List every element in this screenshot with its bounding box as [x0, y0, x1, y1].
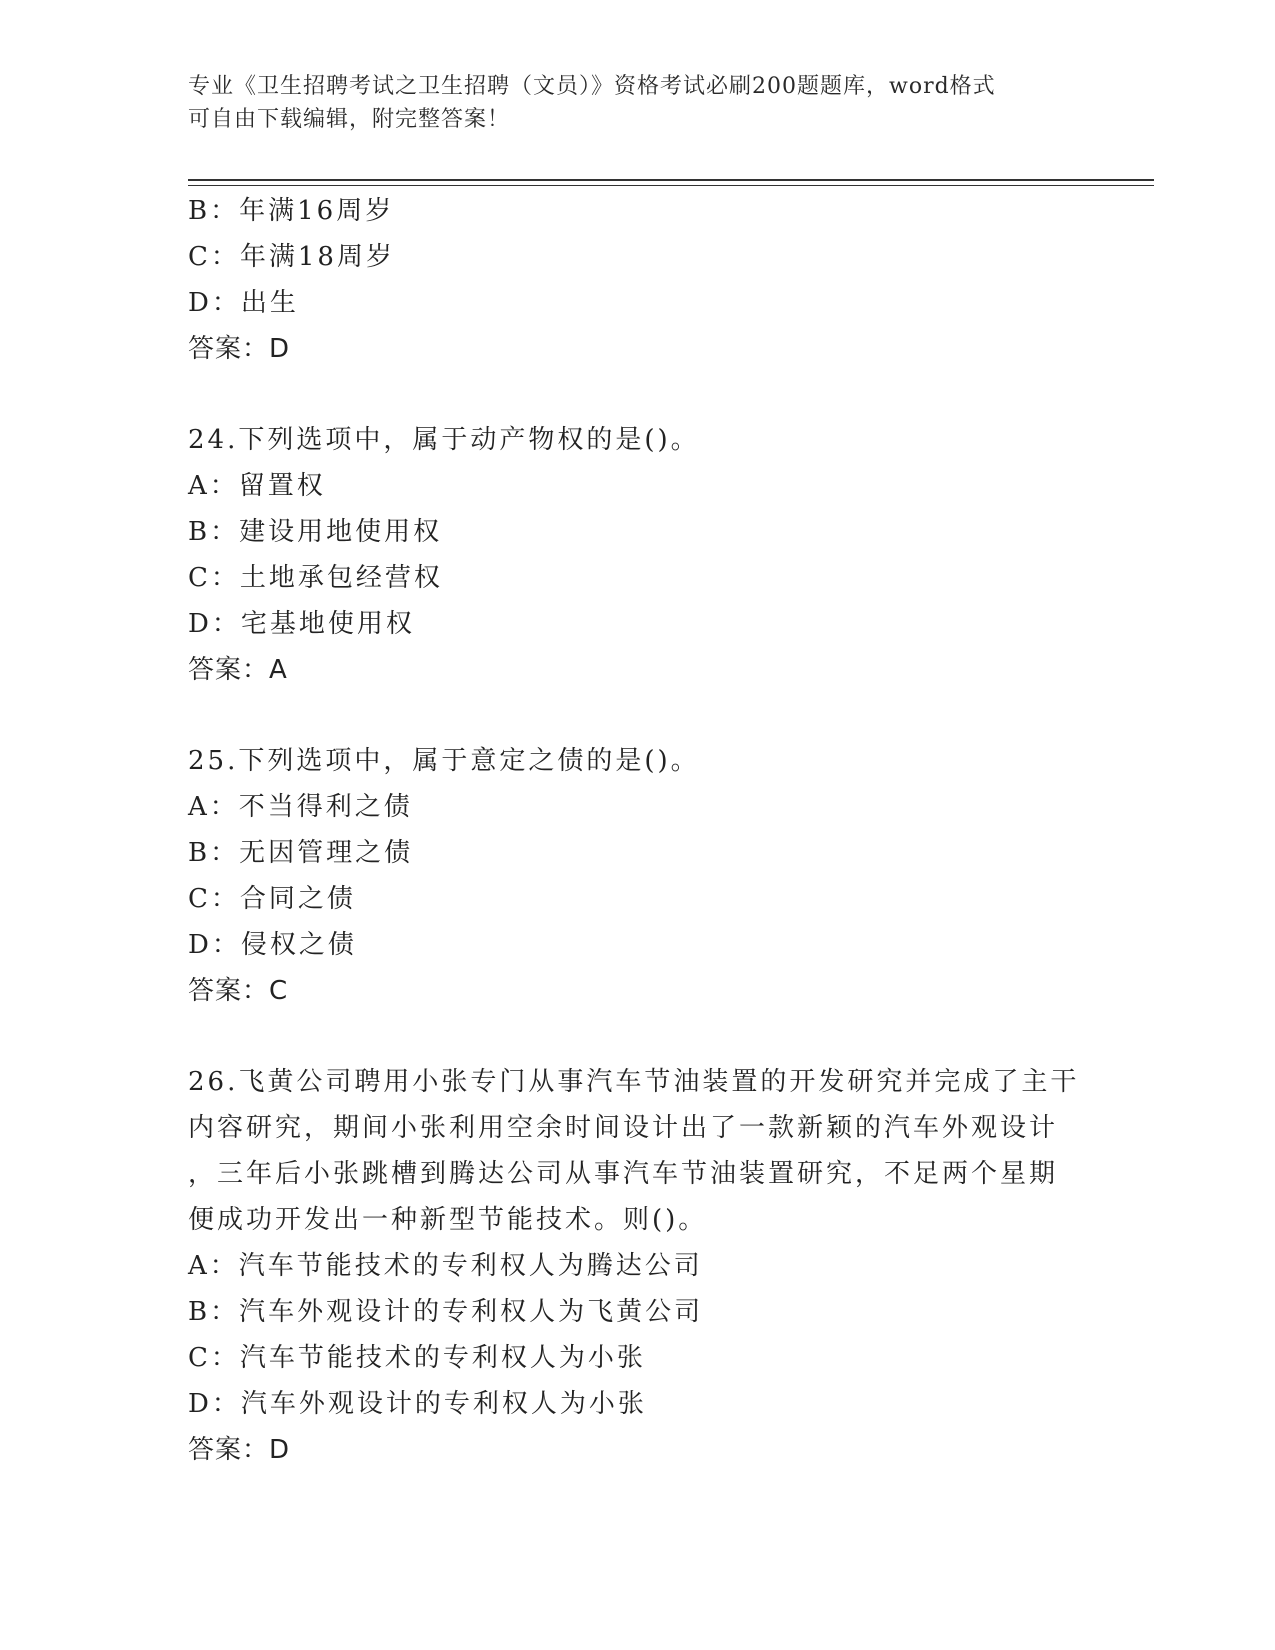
option-c: C：土地承包经营权 — [188, 563, 443, 593]
question-list — [188, 188, 1088, 1473]
answer-line: 答案：C — [188, 976, 289, 1006]
spacer — [188, 693, 1088, 738]
option-b: B：建设用地使用权 — [188, 517, 443, 547]
option-c: C：年满18周岁 — [188, 242, 395, 272]
answer-line: 答案：D — [188, 1435, 291, 1465]
option-a: A：不当得利之债 — [188, 792, 413, 822]
answer-line: 答案：D — [188, 334, 291, 364]
question-26 — [188, 1059, 1088, 1473]
spacer — [188, 1014, 1088, 1059]
option-d: D：宅基地使用权 — [188, 609, 415, 639]
question-24 — [188, 417, 1088, 693]
header-divider-thick — [188, 179, 1154, 181]
question-stem: 24.下列选项中，属于动产物权的是()。 — [188, 425, 700, 455]
option-b: B：年满16周岁 — [188, 196, 395, 226]
question-stem-line: ，三年后小张跳槽到腾达公司从事汽车节油装置研究，不足两个星期 — [188, 1159, 1059, 1189]
question-stem: 25.下列选项中，属于意定之债的是()。 — [188, 746, 700, 776]
question-stem-line: 26.飞黄公司聘用小张专门从事汽车节油装置的开发研究并完成了主干 — [188, 1067, 1080, 1097]
question-stem-line: 便成功开发出一种新型节能技术。则()。 — [188, 1205, 708, 1235]
header-divider-thin — [188, 185, 1154, 186]
option-c: C：汽车节能技术的专利权人为小张 — [188, 1343, 646, 1373]
option-d: D：侵权之债 — [188, 930, 357, 960]
spacer — [188, 372, 1088, 417]
option-b: B：无因管理之债 — [188, 838, 414, 868]
option-a: A：汽车节能技术的专利权人为腾达公司 — [188, 1251, 703, 1281]
header-title-line2: 可自由下载编辑，附完整答案！ — [188, 107, 511, 132]
option-b: B：汽车外观设计的专利权人为飞黄公司 — [188, 1297, 704, 1327]
question-stem-line: 内容研究，期间小张利用空余时间设计出了一款新颖的汽车外观设计 — [188, 1113, 1059, 1143]
question-23 — [188, 188, 1088, 372]
option-c: C：合同之债 — [188, 884, 356, 914]
option-d: D：汽车外观设计的专利权人为小张 — [188, 1389, 647, 1419]
question-stem — [188, 1059, 1088, 1243]
option-a: A：留置权 — [188, 471, 326, 501]
answer-line: 答案：A — [188, 655, 288, 685]
header-title-line1: 专业《卫生招聘考试之卫生招聘（文员）》资格考试必刷200题题库，word格式 — [188, 74, 996, 99]
option-d: D：出生 — [188, 288, 299, 318]
page-header — [188, 70, 1088, 136]
question-25 — [188, 738, 1088, 1014]
